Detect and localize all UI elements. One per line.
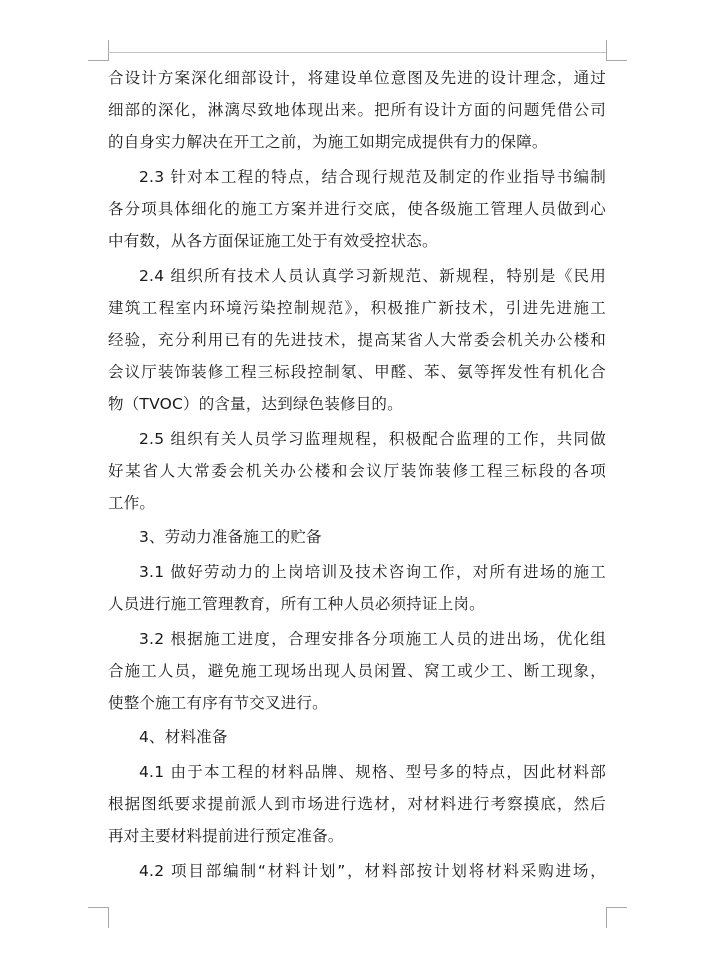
text-line: 根据图纸要求提前派人到市场进行选材，对材料进行考察摸底，然后: [108, 795, 606, 813]
page-corner-mark-bottom-left: [88, 907, 109, 928]
text-line: 人员进行施工管理教育，所有工种人员必须持证上岗。: [108, 595, 485, 613]
text-line: 中有数，从各方面保证施工处于有效受控状态。: [108, 232, 438, 250]
text-line: 2.3 针对本工程的特点，结合现行规范及制定的作业指导书编制: [139, 168, 606, 186]
text-line: 2.5 组织有关人员学习监理规程，积极配合监理的工作，共同做: [139, 430, 606, 448]
text-line: 好某省人大常委会机关办公楼和会议厅装饰装修工程三标段的各项: [108, 462, 606, 480]
text-line: 会议厅装饰装修工程三标段控制氡、甲醛、苯、氨等挥发性有机化合: [108, 363, 606, 381]
text-line: 建筑工程室内环境污染控制规范》，积极推广新技术，引进先进施工: [108, 299, 606, 317]
text-line: 使整个施工有序有节交叉进行。: [108, 694, 328, 712]
text-line: 经验，充分利用已有的先进技术，提高某省人大常委会机关办公楼和: [108, 331, 606, 349]
text-line: 合施工人员，避免施工现场出现人员闲置、窝工或少工、断工现象，: [108, 662, 606, 680]
text-line: 合设计方案深化细部设计，将建设单位意图及先进的设计理念，通过: [108, 69, 606, 87]
text-line: 2.4 组织所有技术人员认真学习新规范、新规程，特别是《民用: [139, 267, 606, 285]
text-line: 工作。: [108, 494, 156, 512]
text-line: 4.1 由于本工程的材料品牌、规格、型号多的特点，因此材料部: [139, 763, 606, 781]
text-line: 3.1 做好劳动力的上岗培训及技术咨询工作，对所有进场的施工: [139, 563, 606, 581]
text-line: 的自身实力解决在开工之前，为施工如期完成提供有力的保障。: [108, 133, 548, 151]
text-line: 细部的深化，淋漓尽致地体现出来。把所有设计方面的问题凭借公司: [108, 101, 606, 119]
header-margin-line: [108, 52, 606, 53]
section-heading: 4、材料准备: [139, 728, 228, 746]
page-corner-mark-top-left: [88, 40, 109, 61]
page-corner-mark-top-right: [606, 40, 627, 61]
text-line: 4.2 项目部编制“材料计划”，材料部按计划将材料采购进场，: [139, 862, 606, 880]
text-line: 物（TVOC）的含量，达到绿色装修目的。: [108, 395, 403, 413]
section-heading: 3、劳动力准备施工的贮备: [139, 528, 322, 546]
text-line: 再对主要材料提前进行预定准备。: [108, 827, 344, 845]
text-line: 3.2 根据施工进度，合理安排各分项施工人员的进出场，优化组: [139, 630, 606, 648]
page-corner-mark-bottom-right: [606, 907, 627, 928]
text-line: 各分项具体细化的施工方案并进行交底，使各级施工管理人员做到心: [108, 200, 606, 218]
